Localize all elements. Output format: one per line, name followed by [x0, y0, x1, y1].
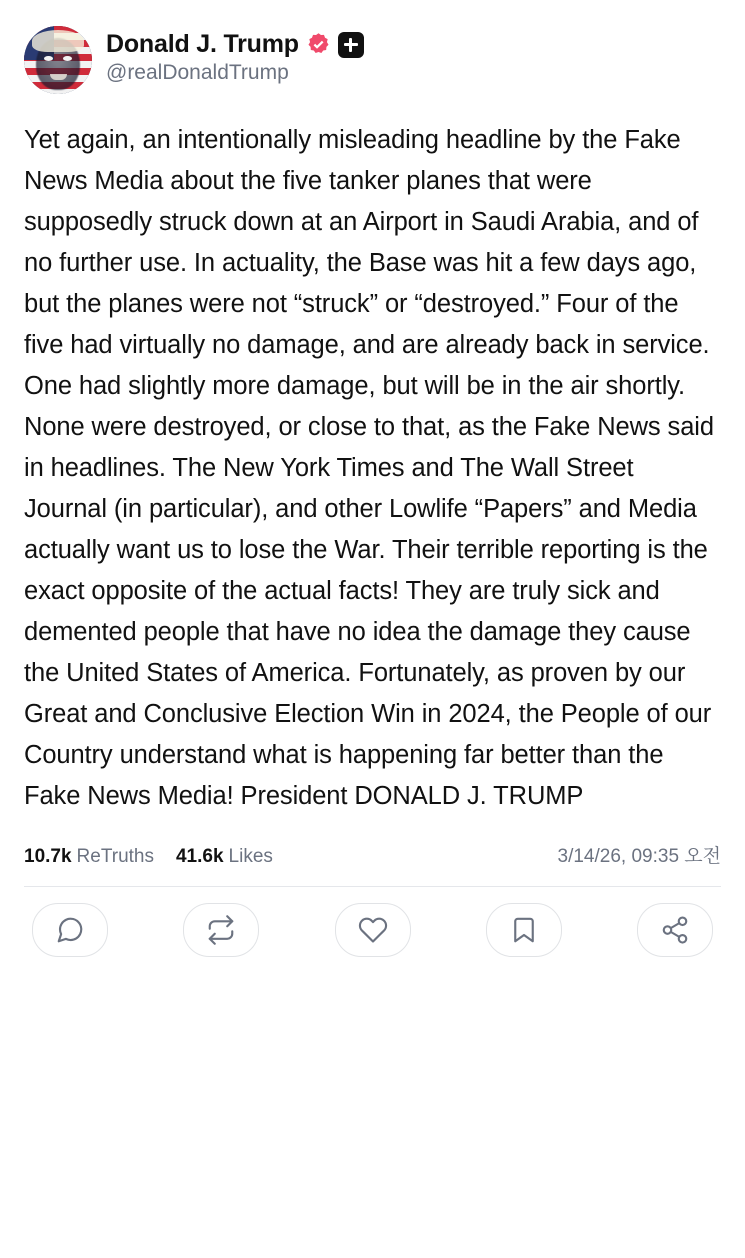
post-timestamp: 3/14/26, 09:35 오전 — [557, 846, 721, 867]
share-icon — [660, 915, 690, 945]
author-name-block — [106, 26, 364, 85]
retruths-label: ReTruths — [76, 846, 154, 867]
like-button[interactable] — [335, 903, 411, 957]
avatar-eye-left-decor — [44, 56, 53, 61]
author-display-name[interactable]: Donald J. Trump — [106, 30, 299, 58]
bookmark-button[interactable] — [486, 903, 562, 957]
truth-plus-icon[interactable] — [338, 32, 364, 58]
post-content-text: Yet again, an intentionally misleading headline by the Fake News Media about the five tanker planes that were supposedly struck down at an Airport in Saudi Arabia, and of no further use. In actuality, the Base was hit a few days ago, but the planes were not “struck” or “destroyed.” Four of the five had virtually no damage, and are already back in service. One had slightly more damage, but will be in the air shortly. None were destroyed, or close to that, as the Fake News said in headlines. The New York Times and The Wall Street Journal (in particular), and other Lowlife “Papers” and Media actually want us to lose the War. Their terrible reporting is the exact opposite of the actual facts! They are truly sick and demented people that have no idea the damage they cause the United States of America. Fortunately, as proven by our Great and Conclusive Election Win in 2024, the People of our Country understand what is happening far better than the Fake News Media! President DONALD J. TRUMP — [24, 126, 721, 810]
verified-check-icon — [306, 32, 331, 57]
avatar[interactable] — [24, 26, 92, 94]
retruths-count: 10.7k — [24, 846, 72, 867]
heart-icon — [358, 915, 388, 945]
likes-count: 41.6k — [175, 846, 224, 867]
likes-label: Likes — [228, 846, 273, 867]
bookmark-icon — [509, 915, 539, 945]
retruth-button[interactable] — [183, 903, 259, 957]
author-handle[interactable]: @realDonaldTrump — [106, 60, 289, 84]
post-stats — [24, 841, 721, 868]
retruths-stat[interactable] — [24, 846, 154, 868]
likes-stat[interactable] — [176, 846, 273, 868]
share-button[interactable] — [637, 903, 713, 957]
retweet-icon — [206, 915, 236, 945]
comment-button[interactable] — [32, 903, 108, 957]
avatar-hair-decor — [32, 30, 84, 52]
author-name-row — [106, 31, 364, 59]
avatar-eye-right-decor — [63, 56, 72, 61]
post-action-bar — [24, 887, 721, 957]
post-header — [24, 22, 721, 94]
comment-icon — [55, 915, 85, 945]
